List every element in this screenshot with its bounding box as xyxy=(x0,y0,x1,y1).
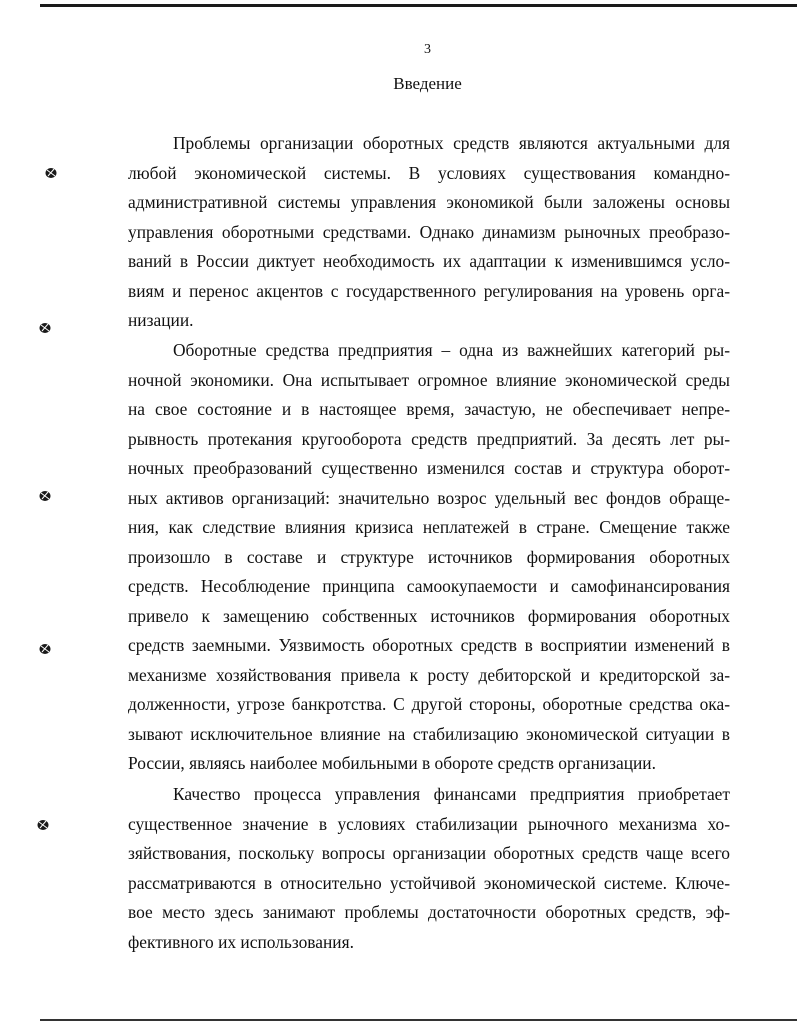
punch-hole-icon xyxy=(36,818,50,832)
page-number: 3 xyxy=(424,42,431,57)
text-line: ных активов организаций: значительно возрос удельный вес фондов обраще- xyxy=(128,487,730,508)
text-line: средств заемными. Уязвимость оборотных средств в восприятии изменений в xyxy=(128,635,730,655)
text-line: средств. Несоблюдение принципа самоокупаемости и самофинансирования xyxy=(128,576,730,596)
punch-hole-icon xyxy=(44,166,58,180)
punch-hole-icon xyxy=(38,642,52,656)
text-line: ваний в России диктует необходимость их адаптации к изменившимся усло- xyxy=(128,251,730,271)
text-line: ночной экономики. Она испытывает огромное влияние экономической среды xyxy=(128,369,730,390)
text-line: привело к замещению собственных источников формирования оборотных xyxy=(128,605,730,626)
text-line: зывают исключительное влияние на стабилизацию экономической ситуации в xyxy=(128,723,730,744)
text-line: виям и перенос акцентов с государственного регулирования на уровень орга- xyxy=(128,280,730,301)
text-line: механизме хозяйствования привела к росту дебиторской и кредиторской за- xyxy=(128,664,730,685)
text-line: ночных преобразований существенно изменился состав и структура оборот- xyxy=(128,458,730,478)
punch-hole-icon xyxy=(38,321,52,335)
text-line: зяйствования, поскольку вопросы организации оборотных средств чаще всего xyxy=(128,843,730,863)
text-line: существенное значение в условиях стабилизации рыночного механизма хо- xyxy=(128,813,730,834)
text-line: фективного их использования. xyxy=(128,931,354,952)
bottom-scan-border xyxy=(40,1019,797,1021)
punch-hole-icon xyxy=(38,489,52,503)
page-title: Введение xyxy=(393,74,462,93)
text-line: Проблемы организации оборотных средств являются актуальными для xyxy=(173,133,730,153)
text-line: низации. xyxy=(128,310,194,330)
paragraph-1 xyxy=(128,129,730,336)
text-line: Оборотные средства предприятия – одна из важнейших категорий ры- xyxy=(173,340,730,360)
text-line: административной системы управления экономикой были заложены основы xyxy=(128,192,730,212)
text-line: любой экономической системы. В условиях существования командно- xyxy=(128,162,730,183)
text-line: рывность протекания кругооборота средств предприятий. За десять лет ры- xyxy=(128,428,730,449)
text-line: России, являясь наиболее мобильными в обороте средств организации. xyxy=(128,753,656,773)
text-line: на свое состояние и в настоящее время, зачастую, не обеспечивает непре- xyxy=(128,399,730,419)
text-line: долженности, угрозе банкротства. С другой стороны, оборотные средства ока- xyxy=(128,694,730,714)
text-line: произошло в составе и структуре источников формирования оборотных xyxy=(128,546,730,567)
text-line: управления оборотными средствами. Однако динамизм рыночных преобразо- xyxy=(128,221,730,242)
top-scan-border xyxy=(40,4,797,7)
paragraph-2 xyxy=(128,336,730,779)
text-line: вое место здесь занимают проблемы достаточности оборотных средств, эф- xyxy=(128,902,730,922)
text-line: Качество процесса управления финансами предприятия приобретает xyxy=(173,784,730,804)
text-line: ния, как следствие влияния кризиса неплатежей в стране. Смещение также xyxy=(128,517,730,537)
text-line: рассматриваются в относительно устойчивой экономической системе. Ключе- xyxy=(128,872,730,893)
paragraph-3 xyxy=(128,780,730,957)
